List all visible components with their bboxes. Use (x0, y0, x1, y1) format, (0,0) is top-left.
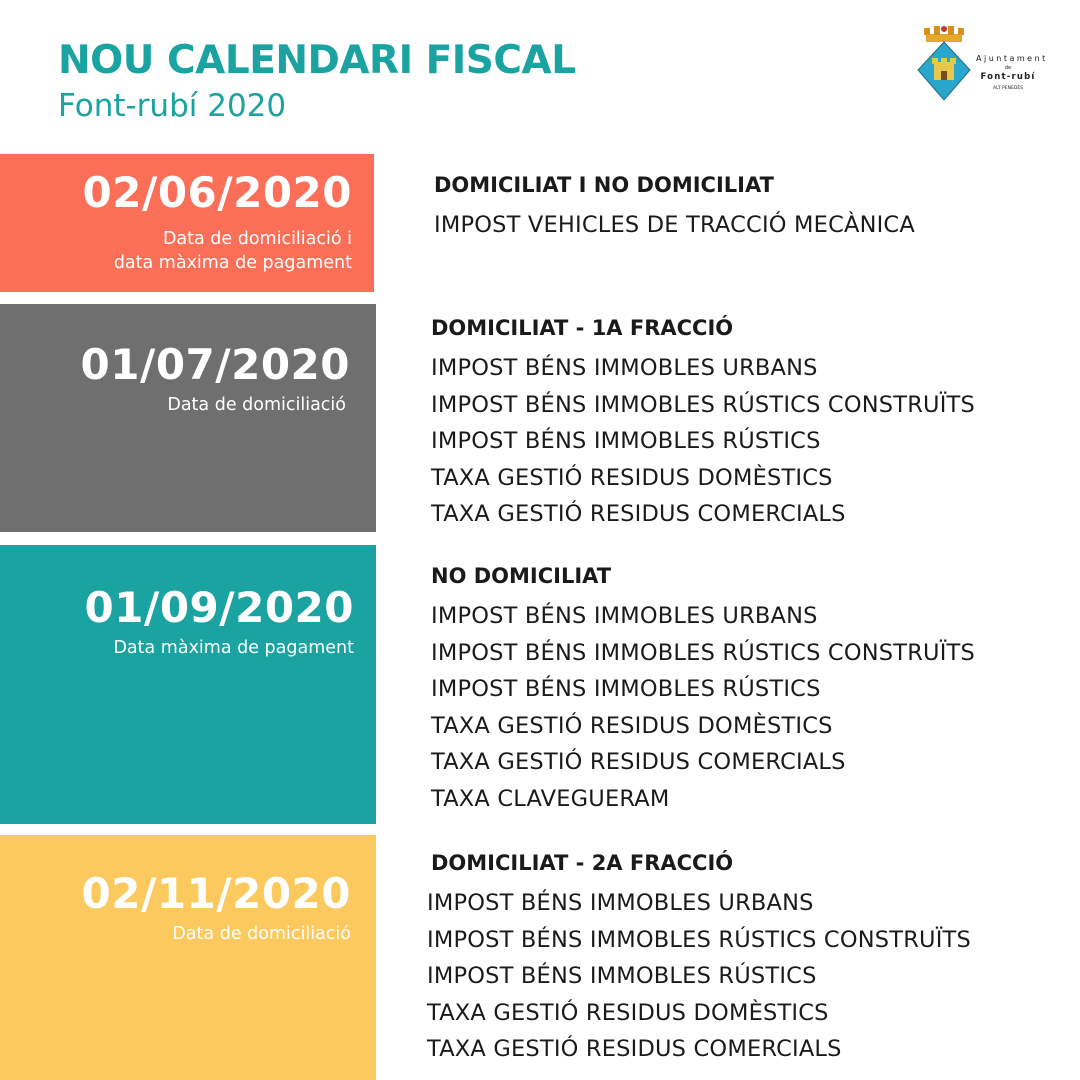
logo-text-alt-penedes: ALT PENEDÈS (992, 86, 1024, 91)
tax-list-heading: DOMICILIAT - 2A FRACCIÓ (431, 851, 734, 875)
date-block-november (0, 835, 376, 1080)
tax-list-june (434, 170, 915, 244)
tax-item: TAXA GESTIÓ RESIDUS COMERCIALS (431, 749, 846, 776)
tax-item: IMPOST BÉNS IMMOBLES RÚSTICS (431, 428, 821, 455)
tax-item: TAXA GESTIÓ RESIDUS COMERCIALS (431, 501, 846, 528)
tax-list-november (427, 848, 971, 1068)
municipality-logo (916, 24, 1048, 104)
date-block-june (0, 154, 374, 292)
tax-item: IMPOST BÉNS IMMOBLES RÚSTICS (431, 676, 821, 703)
coat-of-arms-icon (916, 24, 972, 104)
tax-list-september (431, 561, 975, 818)
logo-text-font-rubi: Font-rubí (980, 72, 1036, 82)
tax-item: IMPOST VEHICLES DE TRACCIÓ MECÀNICA (434, 212, 915, 238)
date-block-july (0, 304, 376, 532)
page-title: NOU CALENDARI FISCAL (58, 38, 576, 83)
tax-list-heading: NO DOMICILIAT (431, 564, 612, 588)
tax-item: TAXA GESTIÓ RESIDUS DOMÈSTICS (427, 999, 829, 1026)
date-caption: Data de domiciliació (167, 395, 346, 415)
tax-item: IMPOST BÉNS IMMOBLES RÚSTICS CONSTRUÏTS (431, 391, 975, 418)
tax-item: IMPOST BÉNS IMMOBLES RÚSTICS CONSTRUÏTS (427, 926, 971, 953)
tax-item: TAXA CLAVEGUERAM (431, 785, 670, 812)
date-block-september (0, 545, 376, 824)
date-label: 01/07/2020 (80, 340, 350, 389)
tax-list-heading: DOMICILIAT I NO DOMICILIAT (434, 173, 774, 197)
date-caption: Data de domiciliació (172, 924, 351, 944)
date-label: 02/06/2020 (82, 168, 352, 217)
logo-text-de: de (1004, 65, 1012, 71)
tax-item: IMPOST BÉNS IMMOBLES URBANS (431, 355, 818, 381)
date-label: 01/09/2020 (84, 583, 354, 632)
tax-item: IMPOST BÉNS IMMOBLES RÚSTICS (427, 963, 817, 990)
tax-item: IMPOST BÉNS IMMOBLES RÚSTICS CONSTRUÏTS (431, 639, 975, 666)
tax-list-heading: DOMICILIAT - 1A FRACCIÓ (431, 316, 734, 340)
tax-item: TAXA GESTIÓ RESIDUS DOMÈSTICS (431, 712, 833, 739)
date-label: 02/11/2020 (81, 869, 351, 918)
logo-text-ajuntament: Ajuntament (976, 54, 1048, 63)
tax-item: TAXA GESTIÓ RESIDUS DOMÈSTICS (431, 464, 833, 491)
date-caption: Data màxima de pagament (113, 638, 354, 658)
tax-item: IMPOST BÉNS IMMOBLES URBANS (427, 890, 814, 916)
page-subtitle: Font-rubí 2020 (58, 88, 287, 124)
tax-item: TAXA GESTIÓ RESIDUS COMERCIALS (427, 1036, 842, 1063)
date-caption: Data de domiciliació i (162, 229, 352, 249)
tax-item: IMPOST BÉNS IMMOBLES URBANS (431, 603, 818, 629)
tax-list-july (431, 313, 975, 533)
date-caption: data màxima de pagament (113, 253, 352, 273)
